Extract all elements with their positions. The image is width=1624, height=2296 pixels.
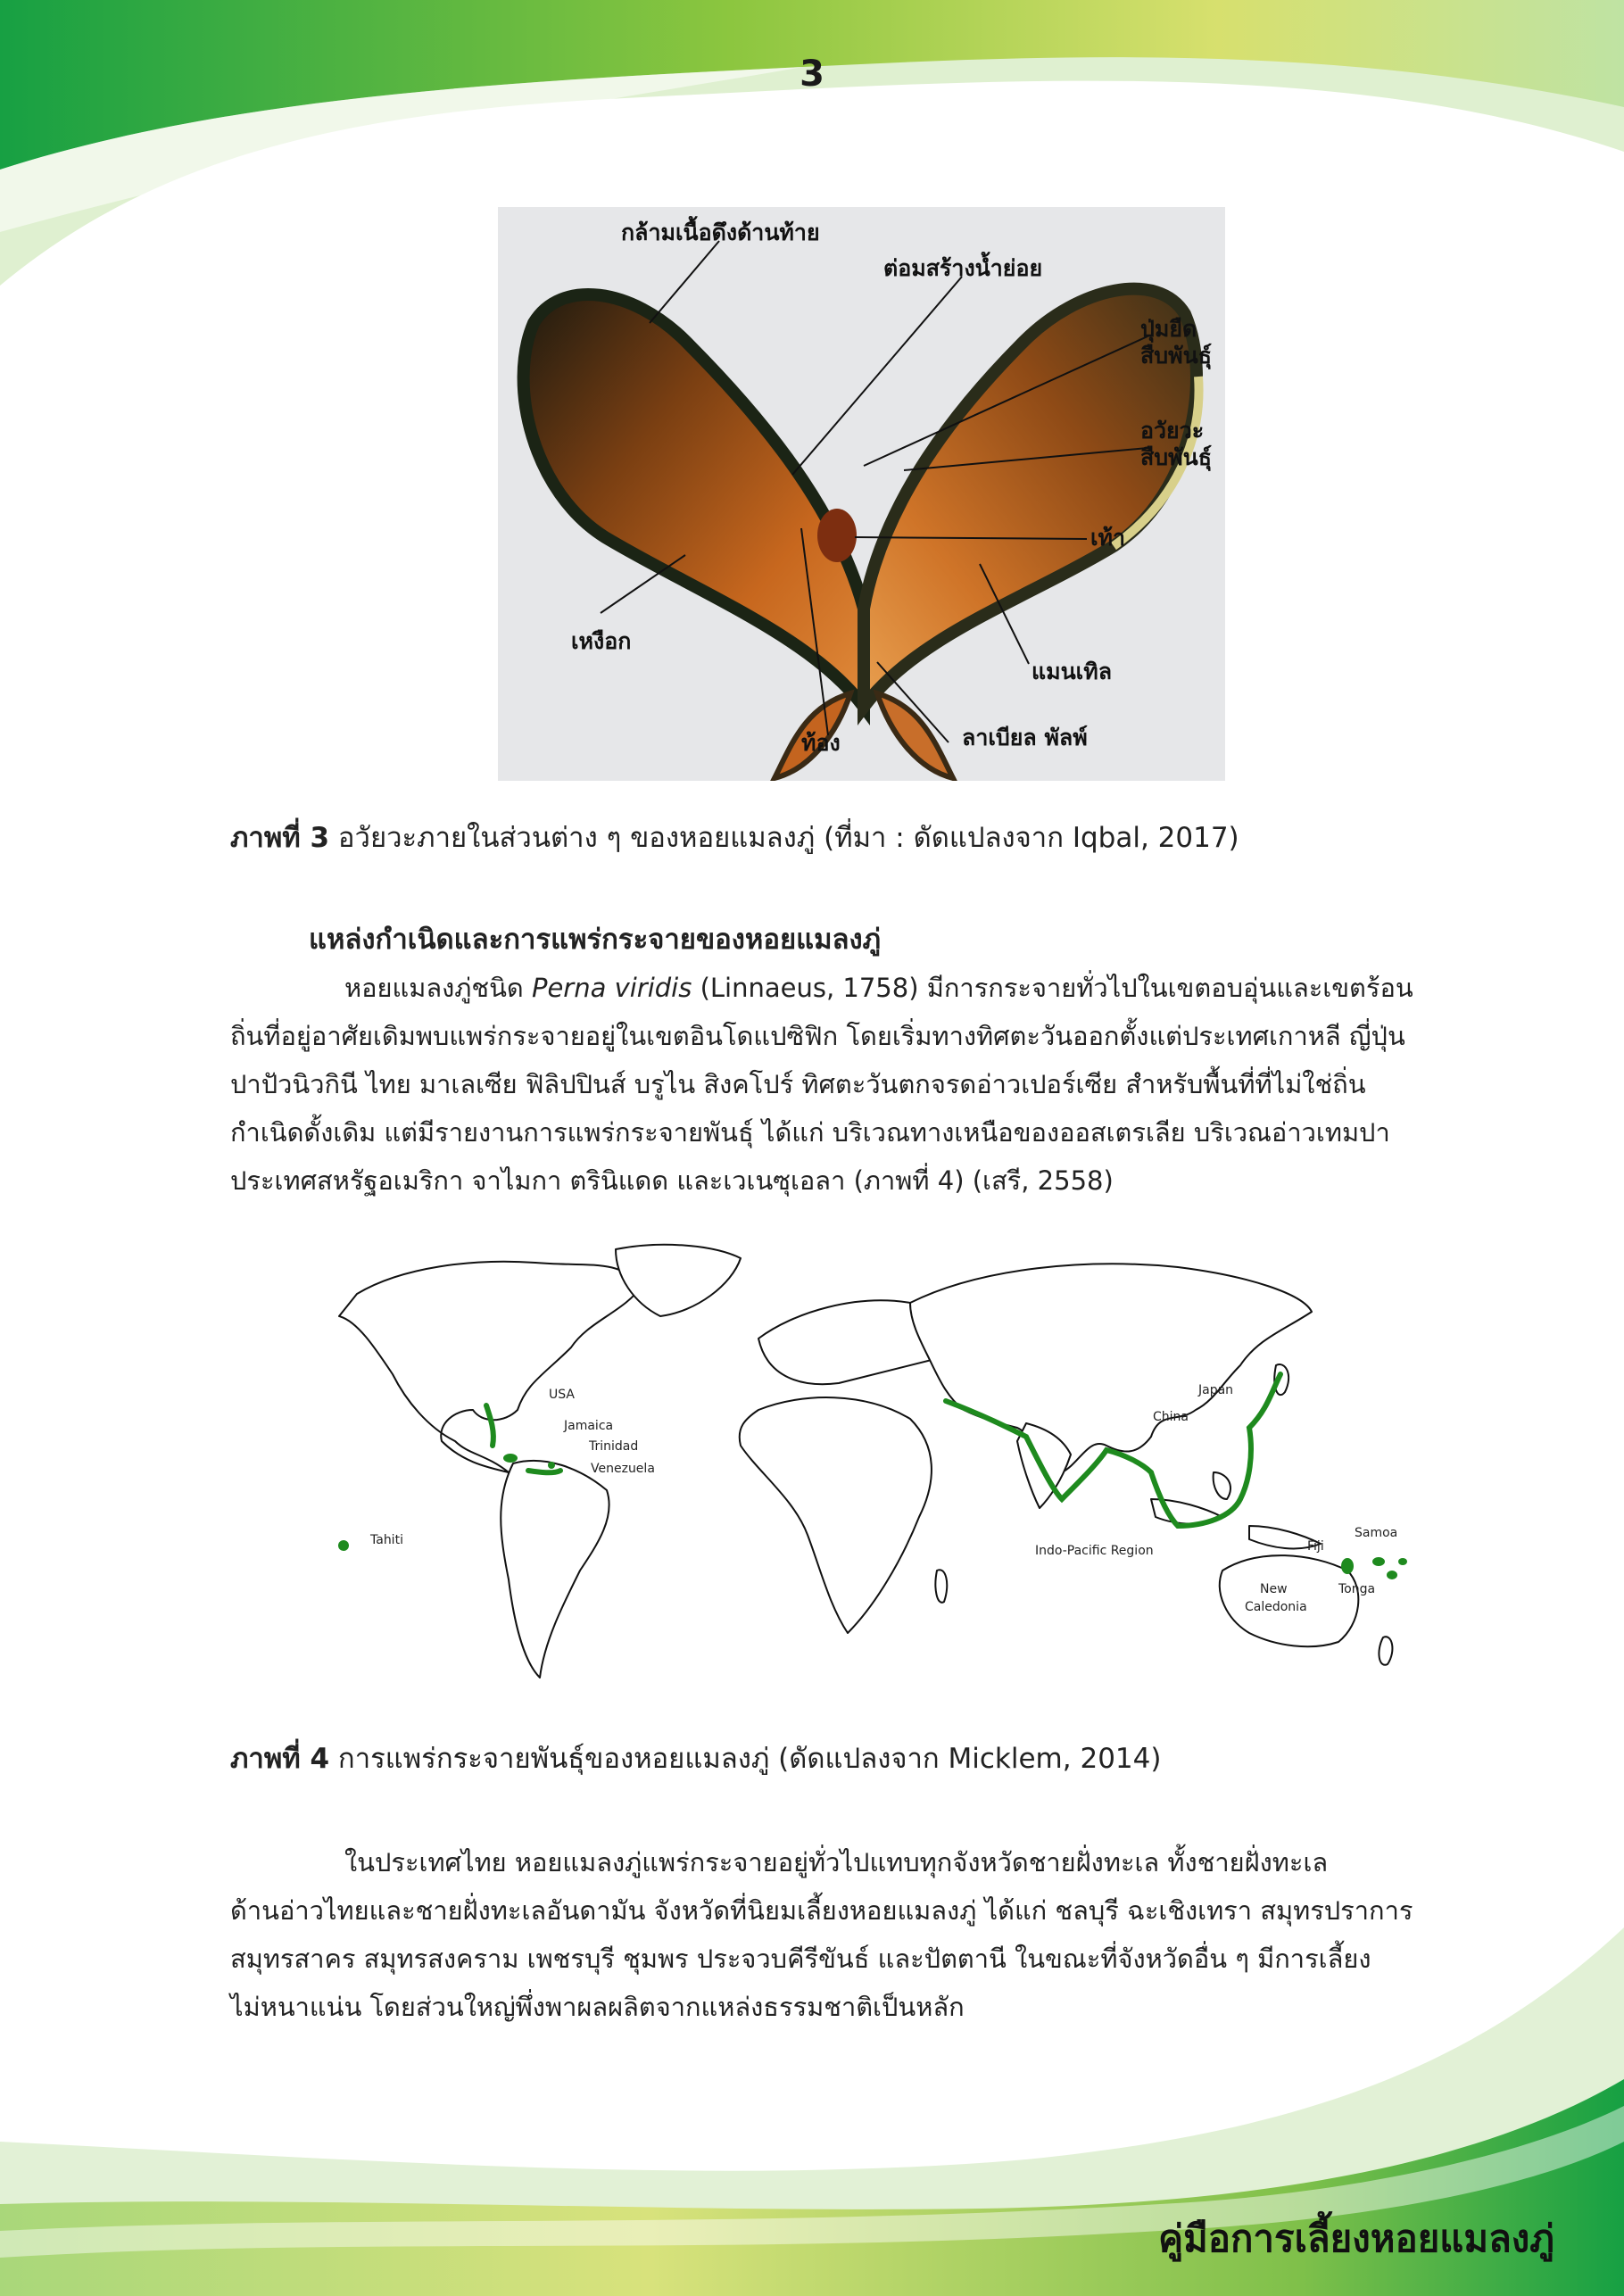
fiji-marker [1372, 1557, 1385, 1566]
figure3-caption-label: ภาพที่ 3 [230, 822, 330, 854]
thailand-paragraph [230, 1838, 1471, 2031]
trinidad-marker [548, 1462, 555, 1469]
label-foot: เท้า [1090, 525, 1126, 551]
map-label-tahiti: Tahiti [370, 1533, 403, 1547]
tonga-marker [1387, 1571, 1397, 1579]
label-gonad-2: สืบพันธุ์ [1140, 444, 1212, 470]
map-label-trinidad: Trinidad [589, 1439, 639, 1454]
map-label-fiji: Fiji [1307, 1539, 1324, 1554]
figure3-caption-text: อวัยวะภายในส่วนต่าง ๆ ของหอยแมลงภู่ (ที่มา : ดัดแปลงจาก Iqbal, 2017) [329, 822, 1239, 854]
map-label-indo-pacific: Indo-Pacific Region [1035, 1544, 1154, 1558]
section-paragraph [230, 964, 1471, 1205]
label-gonad-1: อวัยวะ [1140, 418, 1205, 443]
venezuela-coast-highlight [528, 1471, 560, 1472]
jamaica-marker [503, 1454, 518, 1463]
text-run: (Linnaeus, 1758) มีการกระจายทั่วไปในเขตอบอุ่นและเขตร้อน [692, 973, 1413, 1003]
paragraph-line: ด้านอ่าวไทยและชายฝั่งทะเลอันดามัน จังหวัดที่นิยมเลี้ยงหอยแมลงภู่ ได้แก่ ชลบุรี ฉะเชิงเทรา สมุทรปราการ [230, 1895, 1413, 1926]
figure4-caption-label: ภาพที่ 4 [230, 1743, 330, 1775]
world-distribution-map [321, 1231, 1419, 1704]
paragraph-line: ไม่หนาแน่น โดยส่วนใหญ่พึ่งพาผลผลิตจากแหล่งธรรมชาติเป็นหลัก [230, 1992, 965, 2022]
samoa-marker [1398, 1558, 1407, 1565]
figure3-caption [230, 819, 1239, 857]
section-heading: แหล่งกำเนิดและการแพร่กระจายของหอยแมลงภู่ [309, 924, 882, 956]
map-label-tonga: Tonga [1338, 1582, 1376, 1596]
figure4-caption [230, 1740, 1161, 1778]
label-posterior-retractor: กล้ามเนื้อดึงด้านท้าย [621, 220, 820, 245]
world-map-outline [321, 1231, 1419, 1704]
text-run: หอยแมลงภู่ชนิด [344, 973, 532, 1003]
label-labial-palp: ลาเบียล พัลพ์ [962, 725, 1088, 750]
map-label-usa: USA [549, 1388, 575, 1402]
map-label-china: China [1153, 1410, 1189, 1424]
paragraph-line: ปาปัวนิวกินี ไทย มาเลเซีย ฟิลิปปินส์ บรูไน สิงคโปร์ ทิศตะวันตกจรดอ่าวเปอร์เซีย สำหรับพื้นที่ที่ไม่ใช่ถิ่น [230, 1069, 1366, 1099]
south-america [501, 1461, 609, 1678]
page-number: 3 [800, 54, 824, 95]
footer-title: คู่มือการเลี้ยงหอยแมลงภู่ [1158, 2217, 1554, 2260]
map-label-new-caledonia-2: Caledonia [1245, 1600, 1307, 1614]
paragraph-line [230, 964, 1471, 1012]
map-label-japan: Japan [1198, 1383, 1234, 1397]
paragraph-line: ในประเทศไทย หอยแมลงภู่แพร่กระจายอยู่ทั่วไปแทบทุกจังหวัดชายฝั่งทะเล ทั้งชายฝั่งทะเล [344, 1847, 1329, 1877]
foot-organ [817, 509, 857, 562]
paragraph-line: กำเนิดดั้งเดิม แต่มีรายงานการแพร่กระจายพันธุ์ ได้แก่ บริเวณทางเหนือของออสเตรเลีย บริเวณอ่าวเทมปา [230, 1117, 1390, 1148]
label-mantle: แมนเทิล [1032, 659, 1113, 684]
africa [740, 1397, 932, 1633]
label-genital-papilla-1: ปุ่มยืด [1140, 316, 1197, 342]
species-name: Perna viridis [531, 973, 692, 1003]
label-stomach: ท้อง [801, 730, 841, 756]
paragraph-line: ประเทศสหรัฐอเมริกา จาไมกา ตรินิแดด และเวเนซุเอลา (ภาพที่ 4) (เสรี, 2558) [230, 1165, 1114, 1196]
paragraph-line: สมุทรสาคร สมุทรสงคราม เพชรบุรี ชุมพร ประจวบคีรีขันธ์ และปัตตานี ในขณะที่จังหวัดอื่น ๆ มีการเลี้ยง [230, 1944, 1371, 1974]
mussel-anatomy-figure [498, 207, 1225, 781]
new-caledonia-marker [1341, 1558, 1354, 1574]
mussel-illustration [498, 207, 1225, 781]
map-label-jamaica: Jamaica [564, 1419, 614, 1433]
map-label-new-caledonia-1: New [1260, 1582, 1288, 1596]
map-label-venezuela: Venezuela [591, 1462, 655, 1476]
label-genital-papilla-2: สืบพันธุ์ [1140, 343, 1212, 369]
map-label-samoa: Samoa [1355, 1526, 1398, 1540]
paragraph-line: ถิ่นที่อยู่อาศัยเดิมพบแพร่กระจายอยู่ในเขตอินโดแปซิฟิก โดยเริ่มทางทิศตะวันออกตั้งแต่ประเทศเกาหลี ญี่ปุ่น [230, 1021, 1405, 1051]
label-gills: เหงือก [571, 628, 632, 654]
tahiti-marker [338, 1540, 349, 1551]
greenland [616, 1245, 741, 1316]
label-digestive-gland: ต่อมสร้างน้ำย่อย [883, 255, 1043, 281]
figure4-caption-text: การแพร่กระจายพันธุ์ของหอยแมลงภู่ (ดัดแปลงจาก Micklem, 2014) [329, 1743, 1162, 1775]
